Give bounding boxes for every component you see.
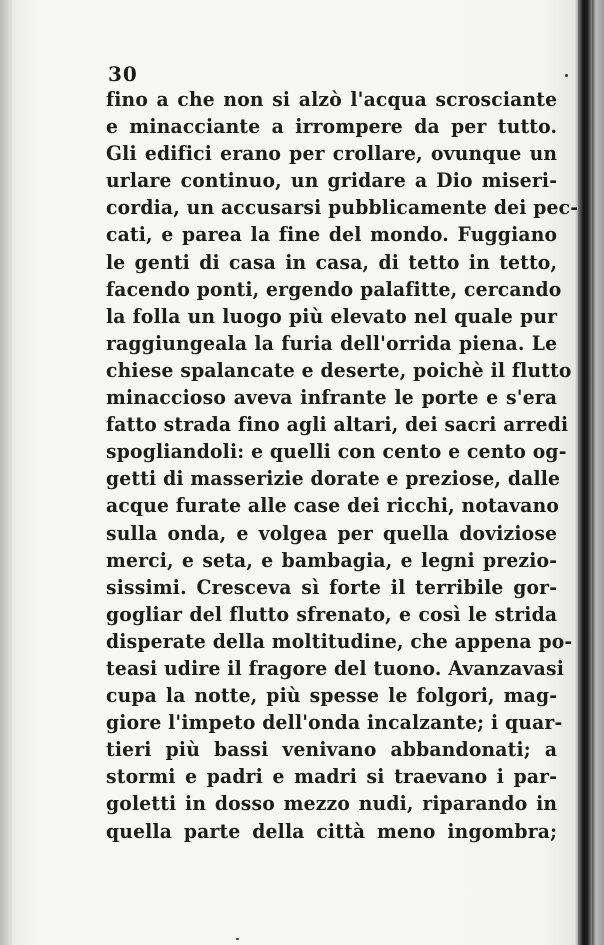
page-left-edge — [0, 0, 12, 945]
text-line: Gli edifici erano per crollare, ovunque un — [106, 142, 558, 166]
text-line: la folla un luogo più elevato nel quale pur — [106, 304, 558, 328]
text-line: facendo ponti, ergendo palafitte, cercando — [106, 277, 562, 301]
text-line: raggiungeala la furia dell'orrida piena. Le — [106, 331, 558, 355]
text-line: goletti in dosso mezzo nudi, riparando in — [106, 792, 558, 816]
text-line: merci, e seta, e bambagia, e legni prezio- — [106, 548, 558, 572]
text-line: teasi udire il fragore del tuono. Avanzavasi — [106, 656, 565, 680]
text-line: le genti di casa in casa, di tetto in tetto, — [106, 250, 558, 274]
text-line: gogliar del flutto sfrenato, e così le strida — [106, 602, 558, 626]
text-line: e minacciante a irrompere da per tutto. — [106, 115, 558, 139]
text-line: giore l'impeto dell'onda incalzante; i quar- — [106, 711, 563, 735]
text-line: quella parte della città meno ingombra; — [106, 819, 558, 843]
text-line: sulla onda, e volgea per quella doviziose — [106, 521, 558, 545]
book-spine-shadow — [578, 0, 592, 945]
text-line: stormi e padri e madri si traevano i par- — [106, 765, 558, 789]
page-number: 30 — [108, 62, 138, 86]
text-line: cati, e parea la fine del mondo. Fuggiano — [106, 223, 558, 247]
text-line: tieri più bassi venivano abbandonati; a — [106, 738, 558, 762]
body-text — [106, 86, 579, 845]
text-line: disperate della moltitudine, che appena po- — [106, 629, 573, 653]
text-line: acque furate alle case dei ricchi, notavano — [106, 494, 560, 518]
text-line: spogliandoli: e quelli con cento e cento og- — [106, 440, 567, 464]
text-line: fino a che non si alzò l'acqua scrosciante — [106, 88, 558, 111]
print-speck — [236, 938, 239, 940]
text-line: getti di masserizie dorate e preziose, dalle — [106, 467, 561, 491]
text-line: sissimi. Cresceva sì forte il terribile gor- — [106, 575, 558, 599]
text-line: cupa la notte, più spesse le folgori, mag- — [106, 684, 558, 708]
text-line: minaccioso aveva infrante le porte e s'era — [106, 386, 558, 410]
text-line: urlare continuo, un gridare a Dio miseri- — [106, 169, 558, 193]
text-line: fatto strada fino agli altari, dei sacri arredi — [106, 413, 569, 437]
print-speck — [565, 74, 568, 77]
text-line: cordia, un accusarsi pubblicamente dei pec- — [106, 196, 579, 220]
text-line: chiese spalancate e deserte, poichè il flutto — [106, 358, 572, 382]
